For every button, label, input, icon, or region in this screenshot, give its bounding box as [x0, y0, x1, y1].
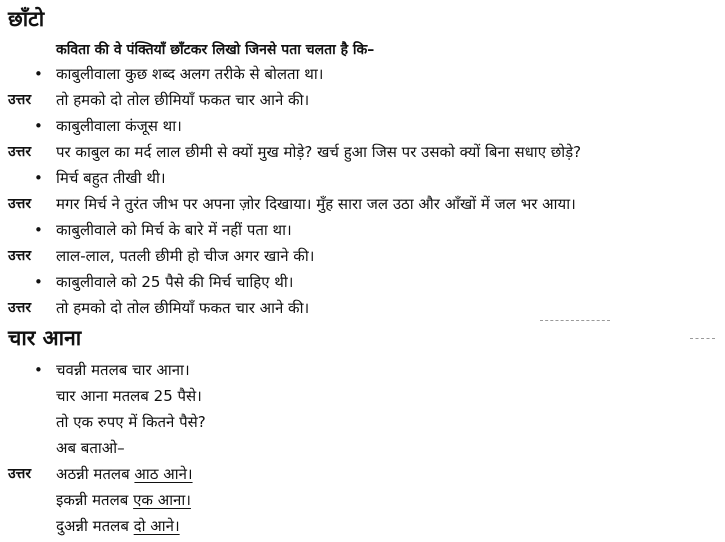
answer-value: एक आना।	[133, 491, 191, 509]
answer-text	[56, 513, 180, 539]
question-text: काबुलीवाले को मिर्च के बारे में नहीं पता था।	[56, 221, 292, 239]
question-text: काबुलीवाला कुछ शब्द अलग तरीके से बोलता था।	[56, 65, 324, 83]
answer-prefix: अठन्नी मतलब	[56, 465, 130, 483]
info-text: अब बताओ–	[56, 439, 125, 457]
answer-prefix: इकन्नी मतलब	[56, 491, 129, 509]
answer-value: आठ आने।	[134, 465, 193, 483]
section-title-char-aana: चार आना	[8, 326, 82, 350]
question-text: काबुलीवाला कंजूस था।	[56, 117, 182, 135]
answer-text: मगर मिर्च ने तुरंत जीभ पर अपना ज़ोर दिखाया। मुँह सारा जल उठा और आँखों में जल भर आया।	[56, 195, 576, 213]
bullet-icon: •	[34, 169, 43, 187]
section-title-chhanto: छाँटो	[8, 7, 45, 31]
bullet-icon: •	[34, 273, 43, 291]
answer-text	[56, 461, 193, 487]
info-text: चवन्नी मतलब चार आना।	[56, 361, 190, 379]
answer-text: लाल-लाल, पतली छीमी हो चीज अगर खाने की।	[56, 247, 315, 265]
answer-label: उत्तर	[8, 144, 32, 160]
answer-value: दो आने।	[133, 517, 180, 535]
section-instruction: कविता की वे पंक्तियाँ छाँटकर लिखो जिनसे पता चलता है कि–	[56, 42, 375, 58]
answer-label: उत्तर	[8, 300, 32, 316]
info-text: तो एक रुपए में कितने पैसे?	[56, 413, 206, 431]
answer-text: तो हमको दो तोल छीमियाँ फकत चार आने की।	[56, 91, 310, 109]
bullet-icon: •	[34, 361, 43, 379]
bullet-icon: •	[34, 221, 43, 239]
answer-label: उत्तर	[8, 92, 32, 108]
question-text: मिर्च बहुत तीखी थी।	[56, 169, 166, 187]
scan-mark	[540, 320, 610, 321]
info-text: चार आना मतलब 25 पैसे।	[56, 387, 202, 405]
answer-text	[56, 487, 191, 513]
scan-mark	[690, 338, 715, 339]
bullet-icon: •	[34, 65, 43, 83]
answer-label: उत्तर	[8, 248, 32, 264]
answer-label: उत्तर	[8, 196, 32, 212]
answer-text: तो हमको दो तोल छीमियाँ फकत चार आने की।	[56, 299, 310, 317]
bullet-icon: •	[34, 117, 43, 135]
answer-prefix: दुअन्नी मतलब	[56, 517, 129, 535]
answer-label: उत्तर	[8, 466, 32, 482]
question-text: काबुलीवाले को 25 पैसे की मिर्च चाहिए थी।	[56, 273, 294, 291]
answer-text: पर काबुल का मर्द लाल छीमी से क्यों मुख मोड़े? खर्च हुआ जिस पर उसको क्यों बिना सधाए छोड़े?	[56, 143, 582, 161]
